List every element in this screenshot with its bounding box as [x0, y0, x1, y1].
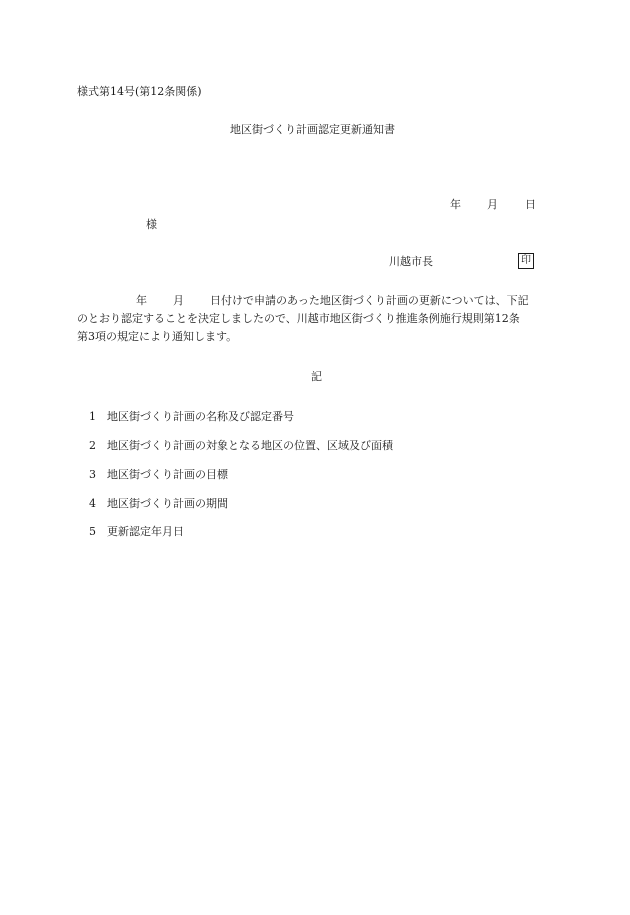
item-text: 地区街づくり計画の目標 — [107, 468, 228, 481]
list-item — [89, 439, 393, 453]
document-title: 地区街づくり計画認定更新通知書 — [230, 123, 395, 136]
item-number: 2 — [89, 439, 96, 452]
date-year: 年 — [450, 198, 461, 211]
notice-body — [77, 292, 547, 346]
item-number: 1 — [89, 410, 96, 423]
seal-mark: 印 — [518, 253, 534, 269]
issuer-name: 川越市長 — [389, 255, 433, 268]
list-item — [89, 410, 294, 424]
item-text: 地区街づくり計画の名称及び認定番号 — [107, 410, 294, 423]
list-item — [89, 468, 228, 482]
item-number: 5 — [89, 525, 96, 538]
item-text: 更新認定年月日 — [107, 525, 184, 538]
addressee-suffix: 様 — [146, 218, 157, 231]
body-date-month: 月 — [173, 294, 184, 307]
item-number: 4 — [89, 497, 96, 510]
body-text-line1: 日付けで申請のあった地区街づくり計画の更新については、下記 — [210, 294, 529, 307]
item-number: 3 — [89, 468, 96, 481]
body-text-line2: のとおり認定することを決定しましたので、川越市地区街づくり推進条例施行規則第12条 — [77, 312, 520, 325]
list-item — [89, 497, 228, 511]
form-number: 様式第14号(第12条関係) — [77, 85, 202, 98]
date-month: 月 — [487, 198, 498, 211]
date-day: 日 — [525, 198, 536, 211]
ki-heading: 記 — [311, 370, 322, 383]
item-text: 地区街づくり計画の対象となる地区の位置、区域及び面積 — [107, 439, 393, 452]
notice-date — [450, 198, 536, 212]
body-text-line3: 第3項の規定により通知します。 — [77, 330, 238, 343]
item-text: 地区街づくり計画の期間 — [107, 497, 228, 510]
list-item — [89, 525, 184, 539]
body-date-year: 年 — [136, 294, 147, 307]
